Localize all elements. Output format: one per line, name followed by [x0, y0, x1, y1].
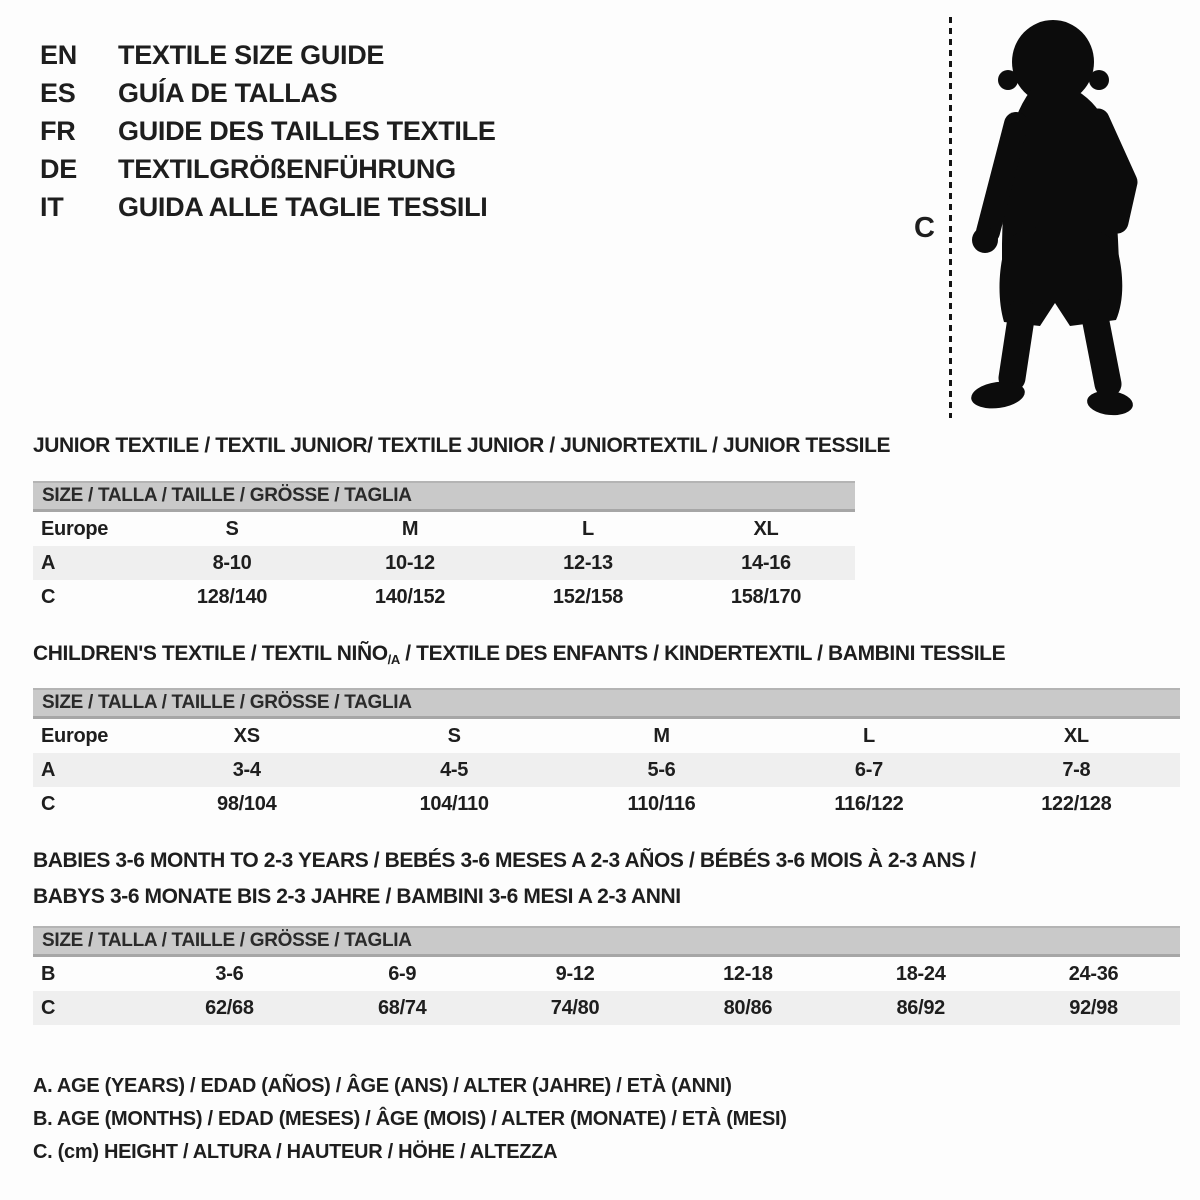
toddler-silhouette-icon	[958, 12, 1150, 422]
lang-row-de	[40, 150, 496, 188]
table-cell: 110/116	[627, 792, 696, 815]
row-label: Europe	[41, 724, 109, 747]
children-title-part: / TEXTILE DES ENFANTS / KINDERTEXTIL / BAMBINI TESSILE	[399, 642, 1006, 665]
table-cell: 7-8	[1062, 758, 1091, 781]
babies-title-line2: BABYS 3-6 MONATE BIS 2-3 JAHRE / BAMBINI 3-6 MESI A 2-3 ANNI	[33, 885, 681, 908]
guide-title: GUIDA ALLE TAGLIE TESSILI	[118, 192, 488, 222]
babies-section-title	[33, 843, 976, 915]
table-row-europe	[33, 719, 1180, 753]
table-cell: 4-5	[440, 758, 469, 781]
table-cell: XL	[753, 517, 779, 540]
legend-line-b: B. AGE (MONTHS) / EDAD (MESES) / ÂGE (MOIS) / ALTER (MONATE) / ETÀ (MESI)	[33, 1108, 787, 1130]
table-cell: 116/122	[834, 792, 904, 815]
table-cell: 12-13	[563, 551, 613, 574]
legend-line-a: A. AGE (YEARS) / EDAD (AÑOS) / ÂGE (ANS) / ALTER (JAHRE) / ETÀ (ANNI)	[33, 1075, 732, 1097]
table-cell: L	[582, 517, 594, 540]
table-cell: 10-12	[385, 551, 435, 574]
table-cell: 62/68	[205, 996, 254, 1019]
size-header-bar: SIZE / TALLA / TAILLE / GRÖSSE / TAGLIA	[33, 481, 855, 512]
size-header-bar: SIZE / TALLA / TAILLE / GRÖSSE / TAGLIA	[33, 688, 1180, 719]
row-label: A	[41, 551, 56, 574]
table-cell: 86/92	[896, 996, 945, 1019]
guide-title: TEXTILE SIZE GUIDE	[118, 40, 385, 70]
legend-line-c: C. (cm) HEIGHT / ALTURA / HAUTEUR / HÖHE / ALTEZZA	[33, 1141, 558, 1163]
children-title-part: CHILDREN'S TEXTILE / TEXTIL NIÑO	[33, 642, 388, 665]
lang-row-it	[40, 188, 496, 226]
children-section-title	[33, 642, 1005, 667]
table-cell: XL	[1063, 724, 1089, 747]
junior-section-title: JUNIOR TEXTILE / TEXTIL JUNIOR/ TEXTILE JUNIOR / JUNIORTEXTIL / JUNIOR TESSILE	[33, 434, 891, 457]
lang-code: EN	[40, 40, 77, 70]
row-label: Europe	[41, 517, 109, 540]
table-cell: 128/140	[196, 585, 268, 608]
height-measure-dashed-line	[949, 17, 952, 418]
table-cell: S	[225, 517, 239, 540]
table-row-height	[33, 787, 1180, 821]
table-cell: 158/170	[730, 585, 802, 608]
table-row-europe	[33, 512, 855, 546]
table-row-age-years	[33, 546, 855, 580]
guide-title: GUÍA DE TALLAS	[118, 78, 338, 108]
size-header-bar: SIZE / TALLA / TAILLE / GRÖSSE / TAGLIA	[33, 926, 1180, 957]
table-cell: 24-36	[1068, 962, 1119, 985]
junior-size-table	[33, 481, 855, 614]
table-cell: 104/110	[419, 792, 489, 815]
row-label: B	[41, 962, 56, 985]
table-cell: L	[862, 724, 875, 747]
table-cell: 8-10	[212, 551, 252, 574]
table-cell: 3-4	[232, 758, 261, 781]
lang-row-es	[40, 74, 496, 112]
lang-row-fr	[40, 112, 496, 150]
table-cell: 6-9	[388, 962, 417, 985]
lang-code: IT	[40, 192, 64, 222]
row-label: C	[41, 585, 56, 608]
table-cell: 152/158	[552, 585, 624, 608]
table-row-age-months	[33, 957, 1180, 991]
table-cell: 80/86	[723, 996, 773, 1019]
lang-code: FR	[40, 116, 76, 146]
table-row-height	[33, 580, 855, 614]
children-size-table	[33, 688, 1180, 821]
table-cell: M	[653, 724, 670, 747]
table-cell: 5-6	[647, 758, 676, 781]
guide-title: TEXTILGRÖßENFÜHRUNG	[118, 154, 456, 184]
table-cell: 122/128	[1041, 792, 1112, 815]
table-row-height	[33, 991, 1180, 1025]
row-label: C	[41, 792, 56, 815]
lang-code: DE	[40, 154, 77, 184]
lang-row-en	[40, 36, 496, 74]
table-cell: 140/152	[374, 585, 446, 608]
table-cell: 9-12	[555, 962, 595, 985]
language-title-list	[40, 36, 496, 226]
table-cell: 14-16	[741, 551, 791, 574]
guide-title: GUIDE DES TAILLES TEXTILE	[118, 116, 496, 146]
children-title-sub: /A	[387, 652, 400, 667]
row-label: A	[41, 758, 56, 781]
babies-title-line1: BABIES 3-6 MONTH TO 2-3 YEARS / BEBÉS 3-6 MESES A 2-3 AÑOS / BÉBÉS 3-6 MOIS À 2-3 ANS /	[33, 849, 976, 872]
table-cell: 68/74	[377, 996, 427, 1019]
table-cell: 3-6	[215, 962, 244, 985]
lang-code: ES	[40, 78, 76, 108]
table-cell: 74/80	[550, 996, 600, 1019]
table-cell: XS	[233, 724, 260, 747]
height-measure-label: C	[914, 212, 935, 244]
row-label: C	[41, 996, 56, 1019]
table-row-age-years	[33, 753, 1180, 787]
babies-size-table	[33, 926, 1180, 1025]
table-cell: 98/104	[217, 792, 277, 815]
measurement-legend	[33, 1070, 787, 1169]
table-cell: 6-7	[854, 758, 883, 781]
table-cell: S	[447, 724, 461, 747]
table-cell: 18-24	[895, 962, 946, 985]
table-cell: 12-18	[723, 962, 773, 985]
table-cell: M	[401, 517, 419, 540]
table-cell: 92/98	[1069, 996, 1118, 1019]
